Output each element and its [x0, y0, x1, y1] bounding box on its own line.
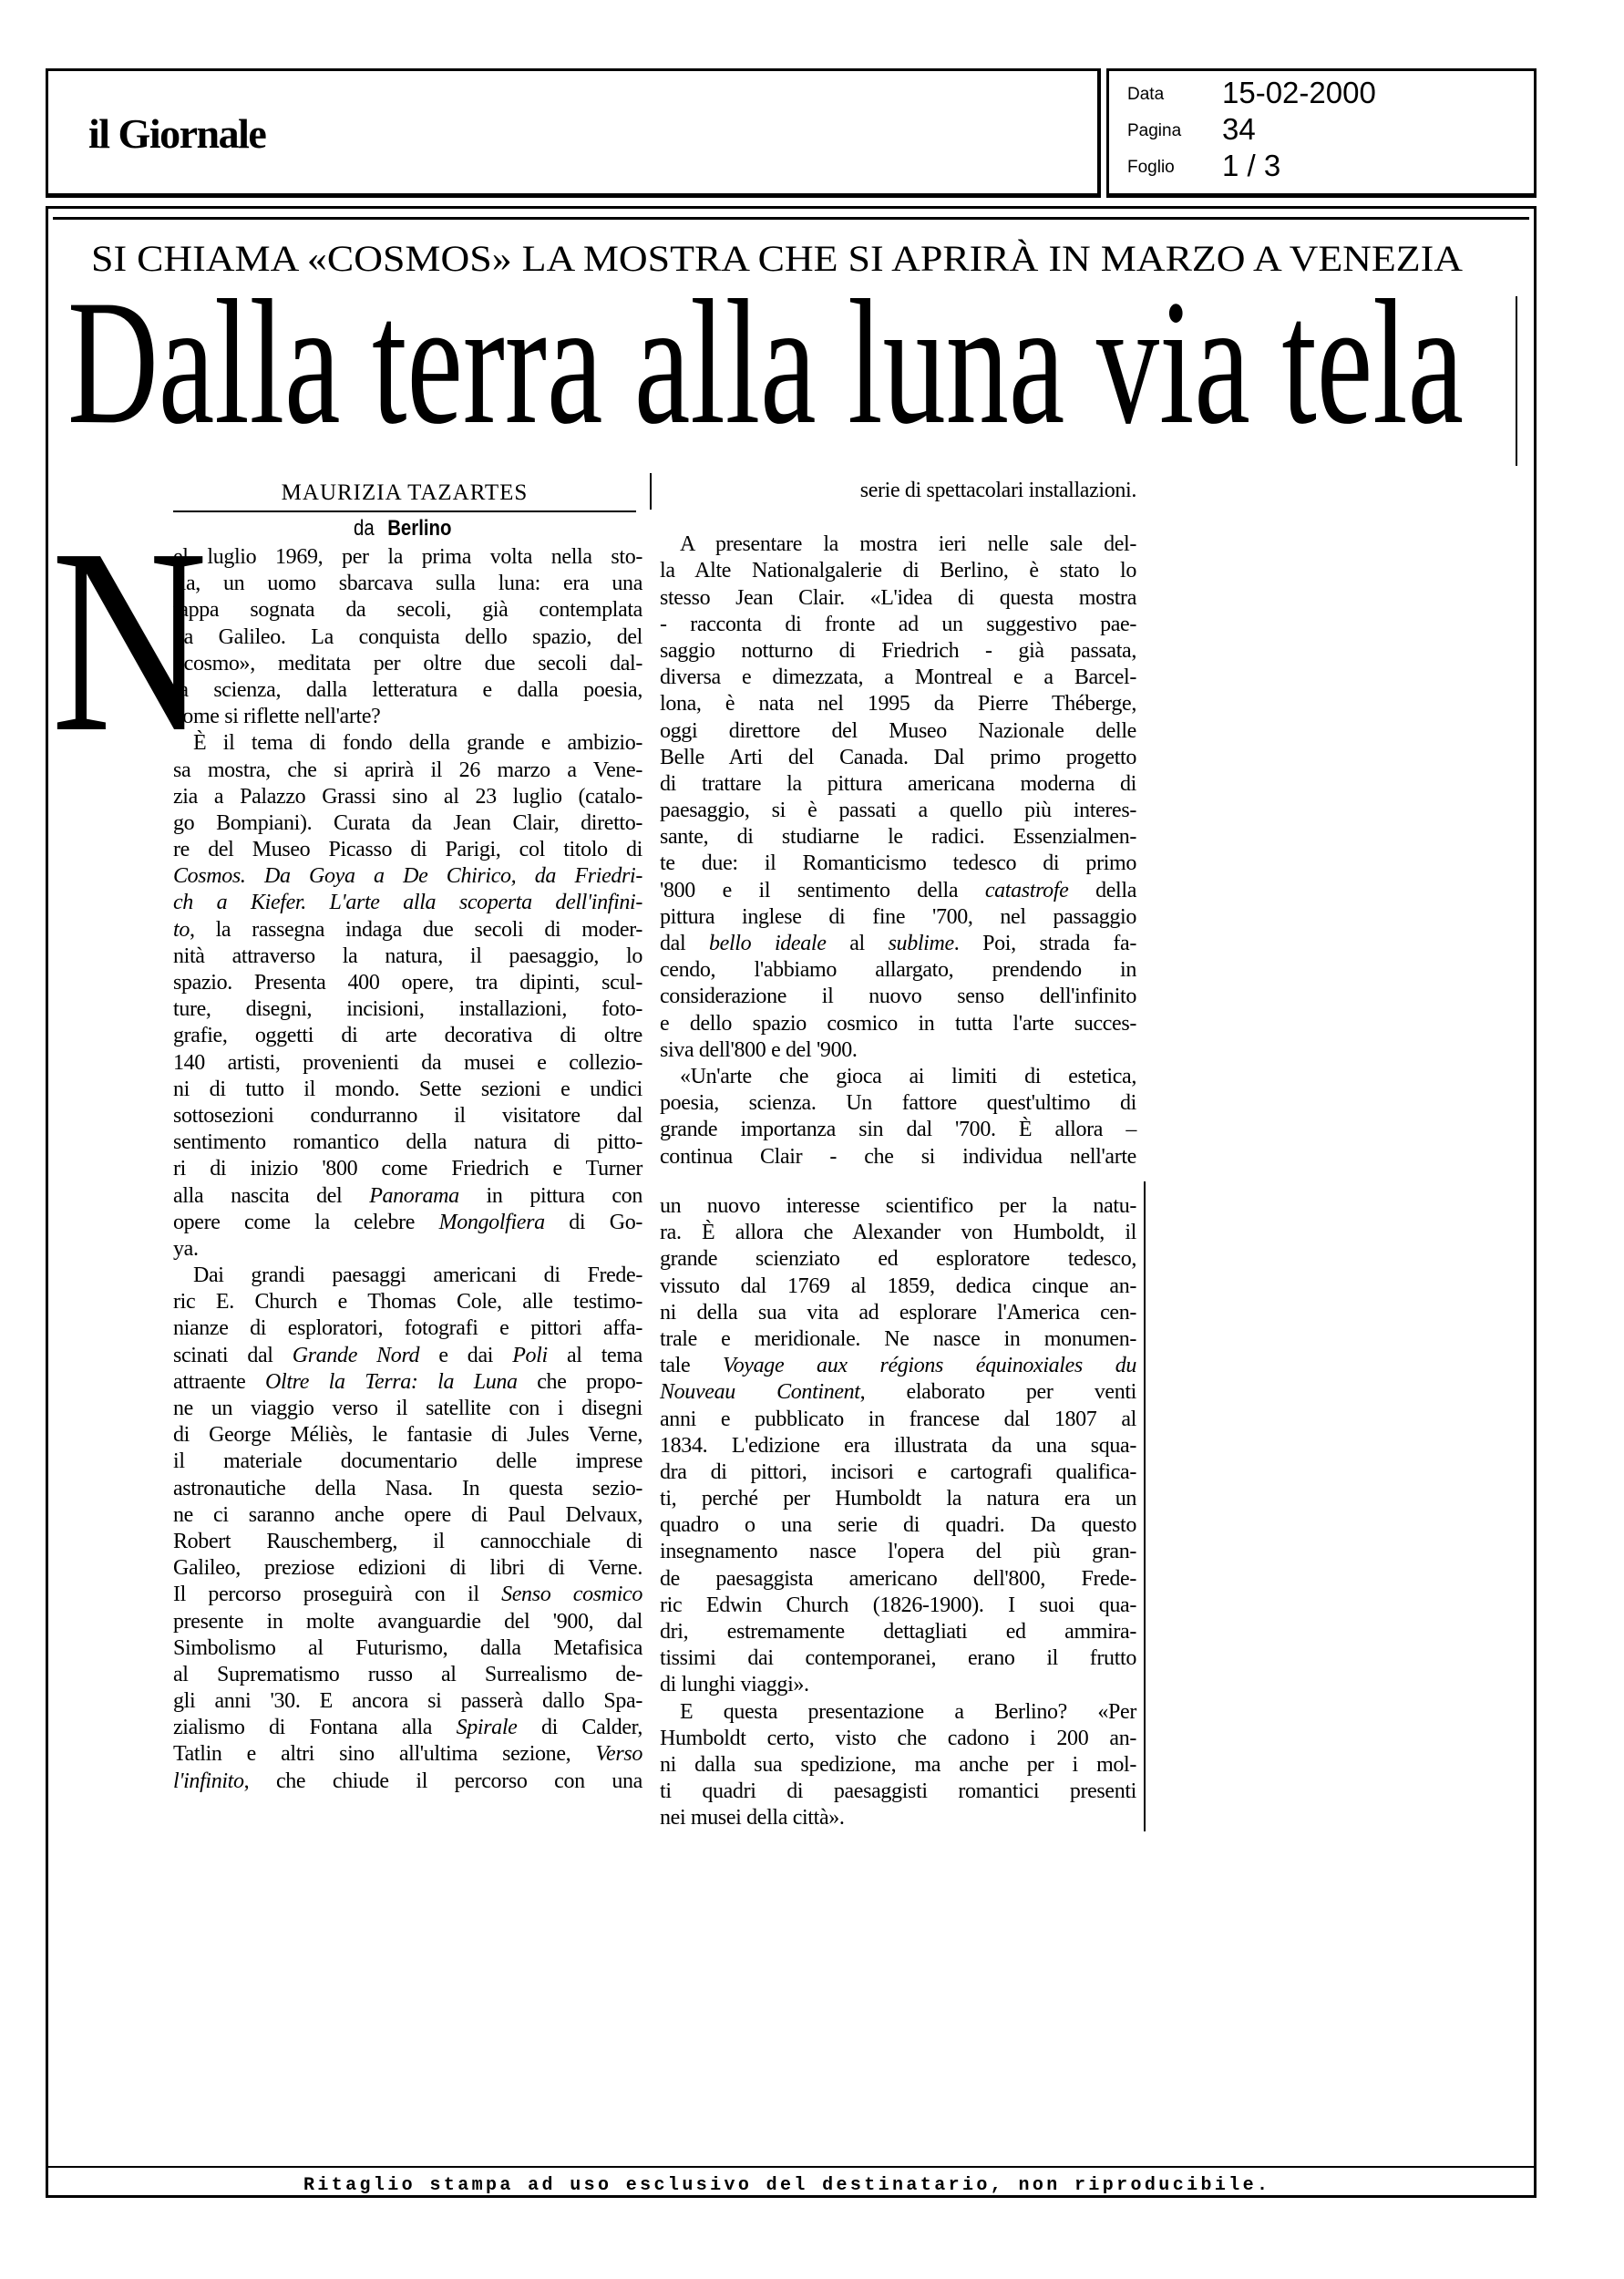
text-segment: Tatlin e altri sino all'ultima sezione, [173, 1742, 596, 1767]
paragraph [660, 1699, 1136, 1832]
text-segment: . Poi, strada fa- [953, 932, 1136, 955]
text-line: un nuovo interesse scientifico per la natu- [660, 1194, 1136, 1218]
text-line [660, 1379, 1136, 1406]
text-line: siva dell'800 e del '900. [660, 1037, 858, 1062]
italic-text: Cosmos. Da Goya a De Chirico, da Friedri- [173, 864, 642, 889]
text-segment: tale [660, 1354, 724, 1378]
text-line [660, 931, 1136, 957]
text-line: da Galileo. La conquista dello spazio, del [173, 624, 642, 649]
text-line: E questa presentazione a Berlino? «Per [680, 1699, 1136, 1724]
text-line: grande scienziato ed esploratore tedesco, [660, 1247, 1136, 1272]
text-line [173, 1769, 642, 1795]
text-segment: , elaborato per venti [859, 1380, 1136, 1405]
text-segment: di Calder, [517, 1716, 642, 1740]
text-line: grande importanza sin dal '700. È allora – [660, 1118, 1136, 1142]
text-line: di lunghi viaggi». [660, 1673, 809, 1697]
text-line [173, 1343, 642, 1369]
italic-text: Verso [595, 1742, 642, 1767]
paragraph [173, 544, 642, 730]
italic-text: Spirale [456, 1716, 518, 1740]
text-line: ric E. Church e Thomas Cole, alle testimo- [173, 1290, 642, 1315]
text-line: la Alte Nationalgalerie di Berlino, è stato lo [660, 559, 1136, 583]
dateline [173, 516, 636, 541]
text-line: poesia, scienza. Un fattore quest'ultimo di [660, 1091, 1136, 1116]
text-line: ni della sua vita ad esplorare l'America cen- [660, 1300, 1136, 1325]
italic-text: to [173, 917, 190, 942]
footer-notice: Ritaglio stampa ad uso esclusivo del destinatario, non riproducibile. [303, 2175, 1269, 2196]
text-line: considerazione il nuovo senso dell'infinito [660, 985, 1136, 1009]
paragraph [660, 1064, 1136, 1170]
text-line: go Bompiani). Curata da Jean Clair, diretto- [173, 810, 642, 835]
author-byline: MAURIZIA TAZARTES [281, 480, 529, 505]
text-line: anni e pubblicato in francese dal 1807 al [660, 1407, 1136, 1431]
text-line [173, 863, 642, 890]
text-line: il materiale documentario delle imprese [173, 1449, 642, 1474]
text-line: «Un'arte che gioca ai limiti di estetica, [680, 1064, 1136, 1088]
italic-text: Panorama [369, 1183, 459, 1208]
text-segment: al tema [547, 1343, 642, 1367]
text-line: Galileo, preziose edizioni di libri di Verne. [173, 1556, 642, 1581]
text-line: ti quadri di paesaggisti romantici presenti [660, 1779, 1136, 1804]
text-line: grafie, oggetti di arte decorativa di oltre [173, 1024, 642, 1048]
kicker-text: SI CHIAMA «COSMOS» LA MOSTRA CHE SI APRIRÀ IN MARZO A VENEZIA [91, 238, 1464, 279]
text-line [173, 1715, 642, 1741]
text-line: pittura inglese di fine '700, nel passaggio [660, 904, 1136, 929]
text-line: sentimento romantico della natura di pitto- [173, 1130, 642, 1155]
text-line: oggi direttore del Museo Nazionale delle [660, 718, 1136, 743]
text-line: Belle Arti del Canada. Dal primo progetto [660, 745, 1136, 769]
text-line: di trattare la pittura americana moderna di [660, 771, 1136, 796]
date-label: Data [1127, 85, 1165, 104]
text-segment: , la rassegna indaga due secoli di moder- [189, 917, 642, 942]
italic-text: catastrofe [984, 878, 1069, 902]
text-line: Robert Rauschemberg, il cannocchiale di [173, 1529, 642, 1553]
italic-text: Grande Nord [292, 1343, 420, 1367]
text-line [173, 1741, 642, 1768]
italic-text: Voyage aux régions équinoxiales du [723, 1354, 1136, 1378]
text-segment: scinati dal [173, 1343, 293, 1367]
text-line: come si riflette nell'arte? [173, 705, 381, 729]
sheet-label: Foglio [1127, 158, 1175, 177]
text-segment: al [826, 932, 889, 955]
text-segment: '800 e il sentimento della [660, 878, 985, 902]
text-line: quadro o una serie di quadri. Da questo [660, 1513, 1136, 1538]
text-segment: e dai [419, 1343, 513, 1367]
text-segment: attraente [173, 1369, 266, 1394]
page-value: 34 [1222, 112, 1256, 146]
text-line: Simbolismo al Futurismo, dalla Metafisica [173, 1635, 642, 1660]
italic-text: ch a Kiefer. L'arte alla scoperta dell'infini- [173, 891, 642, 915]
paragraph [173, 1263, 642, 1795]
italic-text: bello ideale [709, 932, 827, 955]
paragraph [660, 478, 1136, 504]
text-line [173, 1183, 642, 1210]
footer [0, 2168, 1624, 2199]
dateline-place: Berlino [387, 516, 452, 541]
text-line: re del Museo Picasso di Parigi, col titolo di [173, 838, 642, 862]
text-line: «cosmo», meditata per oltre due secoli dal- [173, 651, 642, 675]
byline-side-rule [650, 473, 652, 510]
text-line: ri di inizio '800 come Friedrich e Turner [173, 1157, 642, 1181]
italic-text: Nouveau Continent [660, 1380, 860, 1405]
text-line: vissuto dal 1769 al 1859, dedica cinque an- [660, 1274, 1136, 1298]
sheet-value: 1 / 3 [1222, 149, 1281, 182]
text-line: ya. [173, 1236, 199, 1261]
kicker [0, 0, 1624, 474]
text-line: diversa e dimezzata, a Montreal e a Barcel- [660, 665, 1136, 690]
paragraph [660, 531, 1136, 1064]
paragraph [660, 1193, 1136, 1699]
text-segment: Il percorso proseguirà con il [173, 1583, 502, 1607]
text-line: 1834. L'edizione era illustrata da una squa- [660, 1433, 1136, 1458]
right-column-top [660, 478, 1136, 1170]
text-line: paesaggio, si è passati a quello più interes- [660, 799, 1136, 823]
text-line: di George Méliès, le fantasie di Jules Verne, [173, 1423, 642, 1448]
text-line [660, 878, 1136, 904]
text-line: ture, disegni, incisioni, installazioni, foto- [173, 997, 642, 1022]
text-line: ni di tutto il mondo. Sette sezioni e undici [173, 1077, 642, 1101]
text-line [173, 1582, 642, 1608]
text-line: al Suprematismo russo al Surrealismo de- [173, 1662, 642, 1686]
italic-text: l'infinito [173, 1769, 244, 1793]
text-line: nità attraverso la natura, il paesaggio, lo [173, 944, 642, 968]
text-segment: dal [660, 932, 709, 955]
text-line: dri, estremamente dettagliati ed ammira- [660, 1620, 1136, 1644]
text-line: serie di spettacolari installazioni. [859, 479, 1136, 502]
text-line: nei musei della città». [660, 1806, 845, 1830]
text-line: el luglio 1969, per la prima volta nella sto- [173, 545, 642, 569]
headline-side-rule [1516, 296, 1517, 466]
text-line: nianze di esploratori, fotografi e pittori affa- [173, 1316, 642, 1341]
dateline-prefix: da [354, 516, 375, 541]
text-line: lona, è nata nel 1995 da Pierre Théberge, [660, 692, 1136, 717]
text-line [173, 917, 642, 944]
date-value: 15-02-2000 [1222, 76, 1376, 109]
text-line: la scienza, dalla letteratura e dalla poesia, [173, 677, 642, 702]
text-line: gli anni '30. E ancora si passerà dallo Spa- [173, 1689, 642, 1714]
italic-text: sublime [888, 932, 954, 955]
right-column-bottom [660, 1193, 1136, 1832]
text-line: stesso Jean Clair. «L'idea di questa mostra [660, 585, 1136, 610]
text-line: ni dalla sua spedizione, ma anche per i mol- [660, 1752, 1136, 1777]
text-line: 140 artisti, provenienti da musei e collezio- [173, 1050, 642, 1075]
text-segment: , che chiude il percorso con una [243, 1769, 642, 1793]
italic-text: Oltre la Terra: la Luna [265, 1369, 518, 1394]
text-line: - racconta di fronte ad un suggestivo pae- [660, 612, 1136, 636]
text-line: Dai grandi paesaggi americani di Frede- [193, 1263, 642, 1288]
left-column [173, 544, 642, 1795]
text-line: saggio notturno di Friedrich - già passata, [660, 638, 1136, 663]
drop-cap: N [51, 494, 208, 787]
italic-text: Poli [512, 1343, 548, 1367]
text-line: presente in molte avanguardie del '900, dal [173, 1609, 642, 1634]
page-label: Pagina [1127, 121, 1182, 140]
text-line: sa mostra, che si aprirà il 26 marzo a Vene- [173, 758, 642, 782]
masthead-logo: il Giornale [88, 110, 266, 157]
text-line: tissimi dai contemporanei, erano il frutto [660, 1646, 1136, 1671]
italic-text: Senso cosmico [501, 1583, 643, 1607]
text-line: spazio. Presenta 400 opere, tra dipinti, scul- [173, 971, 642, 995]
text-line: ne ci saranno anche opere di Paul Delvaux, [173, 1502, 642, 1527]
text-line: insegnamento nasce l'opera del più gran- [660, 1540, 1136, 1564]
text-line [173, 1210, 642, 1236]
text-line: e dello spazio cosmico in tutta l'arte succes- [660, 1011, 1136, 1036]
text-segment: in pittura con [458, 1183, 642, 1208]
text-line: ti, perché per Humboldt la natura era un [660, 1487, 1136, 1511]
text-line: te due: il Romanticismo tedesco di primo [660, 851, 1136, 876]
text-segment: alla nascita del [173, 1183, 370, 1208]
text-line: trale e meridionale. Ne nasce in monumen- [660, 1326, 1136, 1351]
text-line: dra di pittori, incisori e cartografi qualifica- [660, 1459, 1136, 1484]
text-line: zia a Palazzo Grassi sino al 23 luglio (catalo- [173, 784, 642, 809]
text-line: astronautiche della Nasa. In questa sezio- [173, 1476, 642, 1500]
headline: Dalla terra alla luna via tela [67, 263, 1464, 461]
text-line: tappa sognata da secoli, già contemplata [173, 598, 642, 623]
text-line: ria, un uomo sbarcava sulla luna: era una [173, 572, 642, 596]
text-line: ric Edwin Church (1826-1900). I suoi qua- [660, 1593, 1136, 1617]
text-segment: di Go- [544, 1210, 642, 1234]
text-line: sottosezioni condurranno il visitatore dal [173, 1103, 642, 1128]
paragraph [173, 730, 642, 1263]
text-line: A presentare la mostra ieri nelle sale del- [680, 532, 1136, 557]
text-line: È il tema di fondo della grande e ambizio- [193, 731, 642, 756]
text-line [660, 1353, 1136, 1379]
text-segment: zialismo di Fontana alla [173, 1716, 457, 1740]
text-line [173, 1369, 642, 1396]
text-line: ne un viaggio verso il satellite con i disegni [173, 1397, 642, 1420]
text-line: de paesaggista americano dell'800, Frede- [660, 1566, 1136, 1591]
byline-rule [173, 510, 636, 512]
text-segment: della [1068, 878, 1136, 902]
text-segment: che propo- [517, 1369, 642, 1394]
text-line: ra. È allora che Alexander von Humboldt, il [660, 1221, 1136, 1245]
text-line: sante, di studiarne le radici. Essenzialmen- [660, 825, 1136, 850]
column-rule [1144, 1181, 1146, 1831]
text-line: Humboldt certo, visto che cadono i 200 an- [660, 1726, 1136, 1750]
italic-text: Mongolfiera [438, 1210, 545, 1234]
text-line [173, 890, 642, 916]
text-segment: opere come la celebre [173, 1210, 439, 1234]
text-line: cendo, l'abbiamo allargato, prendendo in [660, 958, 1136, 983]
text-line: continua Clair - che si individua nell'arte [660, 1144, 1136, 1169]
